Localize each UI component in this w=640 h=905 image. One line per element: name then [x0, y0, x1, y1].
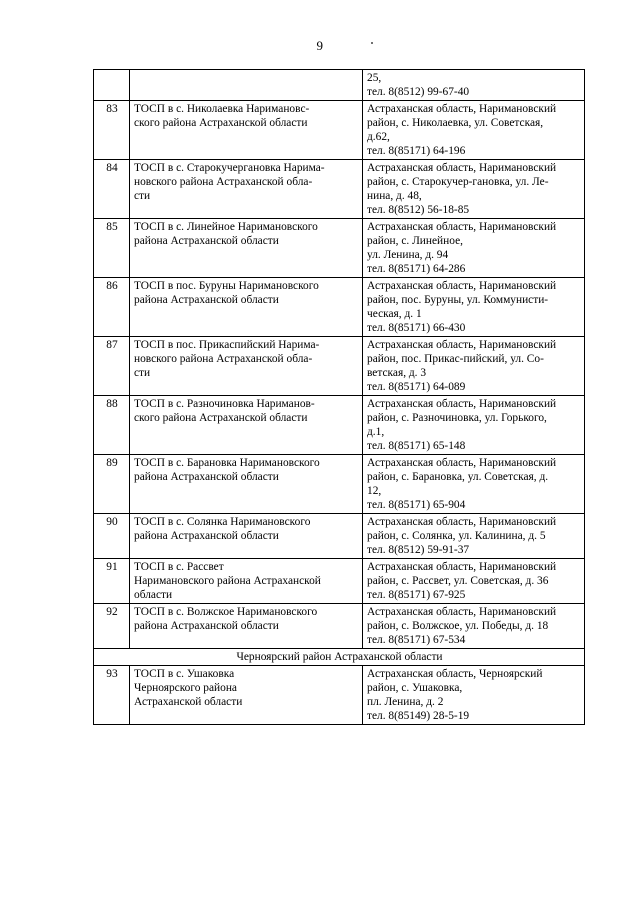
office-address-line: тел. 8(85171) 67-925 — [367, 589, 466, 601]
table-row — [94, 514, 585, 559]
office-address-line: район, с. Разночиновка, ул. Горького, — [367, 412, 547, 424]
office-address-line: Астраханская область, Наримановский — [367, 339, 557, 351]
page-number: 9 — [316, 38, 324, 53]
office-address-line: Астраханская область, Наримановский — [367, 516, 557, 528]
office-address-cell — [363, 455, 585, 514]
office-address-line: тел. 8(85171) 64-196 — [367, 145, 466, 157]
table-row — [94, 337, 585, 396]
office-address-cell — [363, 278, 585, 337]
office-address-line: 12, — [367, 485, 382, 497]
office-address-line: Астраханская область, Черноярский — [367, 668, 543, 680]
office-address-line: район, с. Ушаковка, — [367, 682, 463, 694]
office-address-line: Астраханская область, Наримановский — [367, 221, 557, 233]
office-address-line: ул. Ленина, д. 94 — [367, 249, 449, 261]
office-name-line: новского района Астраханской обла- — [134, 353, 313, 365]
office-address-line: тел. 8(85171) 65-904 — [367, 499, 466, 511]
office-name-line: ТОСП в с. Старокучергановка Нарима- — [134, 162, 325, 174]
row-number: 86 — [94, 278, 130, 337]
office-name-line: ТОСП в с. Солянка Наримановского — [134, 516, 311, 528]
table-row — [94, 160, 585, 219]
office-address-line: Астраханская область, Наримановский — [367, 103, 557, 115]
office-name-line: сти — [134, 190, 151, 202]
office-address-line: район, пос. Прикас-пийский, ул. Со- — [367, 353, 544, 365]
office-address-line: Астраханская область, Наримановский — [367, 561, 557, 573]
office-address-line: район, с. Волжское, ул. Победы, д. 18 — [367, 620, 549, 632]
office-name-line: ТОСП в пос. Буруны Наримановского — [134, 280, 319, 292]
office-name-cell — [130, 604, 363, 649]
office-address-cell — [363, 101, 585, 160]
office-address-line: район, пос. Буруны, ул. Коммунисти- — [367, 294, 549, 306]
office-name-cell — [130, 70, 363, 101]
office-name-line: области — [134, 589, 173, 601]
row-number: 90 — [94, 514, 130, 559]
office-name-cell — [130, 666, 363, 725]
office-address-cell — [363, 70, 585, 101]
office-address-line: пл. Ленина, д. 2 — [367, 696, 444, 708]
offices-table-body — [94, 70, 585, 725]
office-name-line: района Астраханской области — [134, 620, 279, 632]
row-number: 85 — [94, 219, 130, 278]
row-number: 88 — [94, 396, 130, 455]
table-row — [94, 101, 585, 160]
section-row — [94, 649, 585, 666]
table-row — [94, 219, 585, 278]
office-address-line: район, с. Солянка, ул. Калинина, д. 5 — [367, 530, 546, 542]
office-address-line: Астраханская область, Наримановский — [367, 398, 557, 410]
office-address-line: Астраханская область, Наримановский — [367, 457, 557, 469]
office-address-line: тел. 8(85171) 65-148 — [367, 440, 466, 452]
office-name-line: Черноярского района — [134, 682, 237, 694]
office-address-line: тел. 8(8512) 99-67-40 — [367, 86, 470, 98]
office-name-line: Наримановского района Астраханской — [134, 575, 321, 587]
office-address-line: район, с. Николаевка, ул. Советская, — [367, 117, 544, 129]
office-address-line: 25, — [367, 72, 382, 84]
office-address-cell — [363, 514, 585, 559]
office-name-line: ТОСП в с. Рассвет — [134, 561, 224, 573]
office-name-line: ТОСП в с. Линейное Наримановского — [134, 221, 318, 233]
office-address-line: район, с. Линейное, — [367, 235, 463, 247]
office-address-cell — [363, 604, 585, 649]
office-name-line: ТОСП в с. Николаевка Наримановс- — [134, 103, 310, 115]
office-name-cell — [130, 514, 363, 559]
office-address-line: нина, д. 48, — [367, 190, 422, 202]
row-number: 91 — [94, 559, 130, 604]
office-name-line: района Астраханской области — [134, 294, 279, 306]
office-address-line: район, с. Старокучер-гановка, ул. Ле- — [367, 176, 549, 188]
office-name-line: ского района Астраханской области — [134, 117, 308, 129]
office-address-line: тел. 8(8512) 59-91-37 — [367, 544, 470, 556]
office-name-line: ТОСП в с. Разночиновка Нариманов- — [134, 398, 315, 410]
office-name-cell — [130, 160, 363, 219]
office-name-line: ТОСП в с. Ушаковка — [134, 668, 235, 680]
office-name-line: новского района Астраханской обла- — [134, 176, 313, 188]
office-address-line: тел. 8(85171) 67-534 — [367, 634, 466, 646]
office-name-line: ТОСП в пос. Прикаспийский Нарима- — [134, 339, 320, 351]
office-address-line: Астраханская область, Наримановский — [367, 162, 557, 174]
scan-speck — [371, 42, 373, 44]
row-number: 87 — [94, 337, 130, 396]
offices-table — [93, 69, 585, 725]
office-name-cell — [130, 396, 363, 455]
section-heading: Черноярский район Астраханской области — [94, 649, 585, 666]
office-address-cell — [363, 559, 585, 604]
office-address-line: тел. 8(85171) 64-286 — [367, 263, 466, 275]
office-name-cell — [130, 278, 363, 337]
office-name-line: ТОСП в с. Барановка Наримановского — [134, 457, 320, 469]
office-address-cell — [363, 396, 585, 455]
office-name-cell — [130, 219, 363, 278]
office-address-line: ческая, д. 1 — [367, 308, 422, 320]
row-number: 92 — [94, 604, 130, 649]
office-address-line: ветская, д. 3 — [367, 367, 427, 379]
office-name-cell — [130, 101, 363, 160]
table-row — [94, 278, 585, 337]
table-row — [94, 666, 585, 725]
office-name-cell — [130, 337, 363, 396]
office-name-cell — [130, 455, 363, 514]
row-number: 83 — [94, 101, 130, 160]
office-address-line: район, с. Барановка, ул. Советская, д. — [367, 471, 549, 483]
office-name-line: сти — [134, 367, 151, 379]
office-address-line: д.62, — [367, 131, 390, 143]
office-address-line: тел. 8(8512) 56-18-85 — [367, 204, 470, 216]
office-name-cell — [130, 559, 363, 604]
table-row — [94, 455, 585, 514]
office-name-line: ТОСП в с. Волжское Наримановского — [134, 606, 318, 618]
office-address-line: район, с. Рассвет, ул. Советская, д. 36 — [367, 575, 549, 587]
office-name-line: района Астраханской области — [134, 471, 279, 483]
row-number: 93 — [94, 666, 130, 725]
row-number — [94, 70, 130, 101]
office-address-cell — [363, 666, 585, 725]
office-address-line: тел. 8(85149) 28-5-19 — [367, 710, 470, 722]
office-name-line: ского района Астраханской области — [134, 412, 308, 424]
office-name-line: района Астраханской области — [134, 235, 279, 247]
office-address-line: д.1, — [367, 426, 385, 438]
office-address-cell — [363, 160, 585, 219]
table-row — [94, 604, 585, 649]
row-number: 84 — [94, 160, 130, 219]
office-name-line: Астраханской области — [134, 696, 243, 708]
office-address-line: Астраханская область, Наримановский — [367, 606, 557, 618]
row-number: 89 — [94, 455, 130, 514]
office-name-line: района Астраханской области — [134, 530, 279, 542]
table-row — [94, 70, 585, 101]
office-address-line: тел. 8(85171) 64-089 — [367, 381, 466, 393]
table-row — [94, 559, 585, 604]
office-address-line: Астраханская область, Наримановский — [367, 280, 557, 292]
office-address-cell — [363, 337, 585, 396]
table-row — [94, 396, 585, 455]
office-address-cell — [363, 219, 585, 278]
office-address-line: тел. 8(85171) 66-430 — [367, 322, 466, 334]
